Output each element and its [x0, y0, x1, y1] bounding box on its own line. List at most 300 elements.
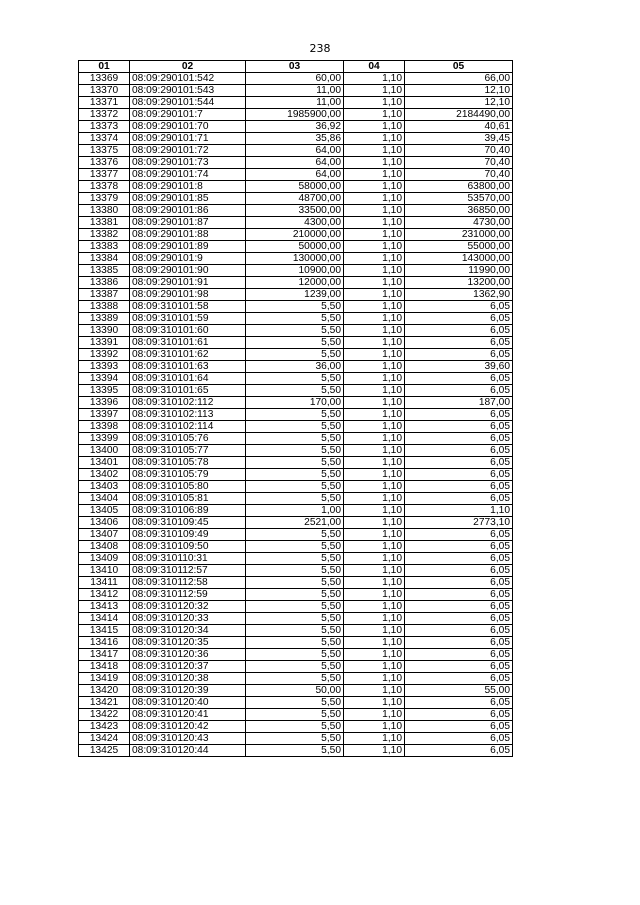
- table-cell: 1,10: [344, 397, 405, 409]
- table-cell: 08:09:310101:60: [130, 325, 246, 337]
- table-row: [79, 637, 513, 649]
- table-cell: 5,50: [246, 313, 344, 325]
- table-cell: 5,50: [246, 673, 344, 685]
- page-number: 238: [309, 42, 331, 55]
- table-cell: 53570,00: [405, 193, 513, 205]
- table-cell: 08:09:310101:64: [130, 373, 246, 385]
- table-cell: 08:09:290101:544: [130, 97, 246, 109]
- table-row: [79, 385, 513, 397]
- table-cell: 70,40: [405, 157, 513, 169]
- table-cell: 13379: [79, 193, 130, 205]
- table-row: [79, 745, 513, 757]
- table-cell: 1362,90: [405, 289, 513, 301]
- table-cell: 13425: [79, 745, 130, 757]
- table-cell: 08:09:290101:85: [130, 193, 246, 205]
- table-row: [79, 517, 513, 529]
- table-cell: 6,05: [405, 565, 513, 577]
- table-cell: 13419: [79, 673, 130, 685]
- table-row: [79, 661, 513, 673]
- table-cell: 5,50: [246, 433, 344, 445]
- table-cell: 6,05: [405, 481, 513, 493]
- table-cell: 1,10: [344, 229, 405, 241]
- table-cell: 1,10: [344, 649, 405, 661]
- table-cell: 5,50: [246, 349, 344, 361]
- table-row: [79, 625, 513, 637]
- table-cell: 13421: [79, 697, 130, 709]
- table-cell: 1,10: [344, 409, 405, 421]
- table-cell: 13389: [79, 313, 130, 325]
- table-cell: 70,40: [405, 169, 513, 181]
- table-cell: 08:09:310106:89: [130, 505, 246, 517]
- table-cell: 1,10: [344, 721, 405, 733]
- table-cell: 1,10: [344, 133, 405, 145]
- table-cell: 60,00: [246, 73, 344, 85]
- table-cell: 13404: [79, 493, 130, 505]
- table-cell: 13376: [79, 157, 130, 169]
- table-row: [79, 601, 513, 613]
- column-header: 04: [344, 61, 405, 73]
- table-cell: 1,10: [344, 85, 405, 97]
- table-cell: 13394: [79, 373, 130, 385]
- table-cell: 13200,00: [405, 277, 513, 289]
- table-row: [79, 301, 513, 313]
- table-row: [79, 433, 513, 445]
- table-cell: 08:09:290101:88: [130, 229, 246, 241]
- table-cell: 08:09:310101:65: [130, 385, 246, 397]
- data-table: [78, 60, 513, 757]
- table-row: [79, 685, 513, 697]
- table-row: [79, 157, 513, 169]
- table-cell: 08:09:310105:80: [130, 481, 246, 493]
- table-cell: 13371: [79, 97, 130, 109]
- table-cell: 5,50: [246, 529, 344, 541]
- table-cell: 5,50: [246, 301, 344, 313]
- table-cell: 08:09:290101:98: [130, 289, 246, 301]
- table-cell: 13369: [79, 73, 130, 85]
- table-cell: 6,05: [405, 529, 513, 541]
- table-row: [79, 469, 513, 481]
- table-cell: 170,00: [246, 397, 344, 409]
- table-cell: 13377: [79, 169, 130, 181]
- table-cell: 6,05: [405, 445, 513, 457]
- table-cell: 5,50: [246, 637, 344, 649]
- table-cell: 55000,00: [405, 241, 513, 253]
- table-cell: 6,05: [405, 373, 513, 385]
- table-cell: 1,00: [246, 505, 344, 517]
- table-cell: 13403: [79, 481, 130, 493]
- table-cell: 13383: [79, 241, 130, 253]
- table-cell: 1,10: [344, 205, 405, 217]
- table-cell: 1,10: [344, 349, 405, 361]
- table-cell: 6,05: [405, 541, 513, 553]
- table-cell: 08:09:310120:33: [130, 613, 246, 625]
- table-cell: 13406: [79, 517, 130, 529]
- table-cell: 66,00: [405, 73, 513, 85]
- table-cell: 6,05: [405, 457, 513, 469]
- table-cell: 13397: [79, 409, 130, 421]
- table-cell: 64,00: [246, 157, 344, 169]
- table-cell: 2521,00: [246, 517, 344, 529]
- table-cell: 08:09:310102:113: [130, 409, 246, 421]
- table-cell: 13401: [79, 457, 130, 469]
- table-row: [79, 529, 513, 541]
- table-row: [79, 109, 513, 121]
- table-cell: 210000,00: [246, 229, 344, 241]
- table-row: [79, 181, 513, 193]
- table-row: [79, 349, 513, 361]
- table-cell: 13384: [79, 253, 130, 265]
- table-cell: 08:09:290101:74: [130, 169, 246, 181]
- table-cell: 5,50: [246, 565, 344, 577]
- table-cell: 13373: [79, 121, 130, 133]
- table-cell: 13378: [79, 181, 130, 193]
- table-cell: 1,10: [344, 553, 405, 565]
- table-cell: 1,10: [344, 505, 405, 517]
- table-row: [79, 541, 513, 553]
- table-cell: 5,50: [246, 373, 344, 385]
- table-cell: 1,10: [344, 517, 405, 529]
- table-cell: 6,05: [405, 325, 513, 337]
- table-cell: 5,50: [246, 457, 344, 469]
- table-cell: 08:09:310112:58: [130, 577, 246, 589]
- table-cell: 5,50: [246, 613, 344, 625]
- table-cell: 1,10: [344, 241, 405, 253]
- table-cell: 5,50: [246, 409, 344, 421]
- table-row: [79, 697, 513, 709]
- table-cell: 08:09:310105:76: [130, 433, 246, 445]
- table-cell: 39,45: [405, 133, 513, 145]
- table-row: [79, 265, 513, 277]
- table-cell: 13388: [79, 301, 130, 313]
- table-cell: 1,10: [344, 109, 405, 121]
- table-cell: 13398: [79, 421, 130, 433]
- table-cell: 13386: [79, 277, 130, 289]
- table-cell: 08:09:310120:32: [130, 601, 246, 613]
- table-row: [79, 649, 513, 661]
- table-cell: 08:09:310101:62: [130, 349, 246, 361]
- table-cell: 08:09:310120:35: [130, 637, 246, 649]
- table-cell: 08:09:310120:34: [130, 625, 246, 637]
- table-cell: 5,50: [246, 649, 344, 661]
- table-cell: 1,10: [344, 265, 405, 277]
- table-cell: 13411: [79, 577, 130, 589]
- table-cell: 1,10: [344, 433, 405, 445]
- table-cell: 5,50: [246, 721, 344, 733]
- table-cell: 33500,00: [246, 205, 344, 217]
- table-cell: 13395: [79, 385, 130, 397]
- table-cell: 13387: [79, 289, 130, 301]
- table-row: [79, 73, 513, 85]
- table-cell: 6,05: [405, 409, 513, 421]
- table-cell: 6,05: [405, 673, 513, 685]
- table-row: [79, 673, 513, 685]
- table-cell: 1,10: [344, 181, 405, 193]
- table-row: [79, 193, 513, 205]
- table-cell: 13374: [79, 133, 130, 145]
- table-cell: 4730,00: [405, 217, 513, 229]
- table-cell: 08:09:290101:542: [130, 73, 246, 85]
- table-cell: 58000,00: [246, 181, 344, 193]
- table-row: [79, 721, 513, 733]
- table-cell: 08:09:290101:72: [130, 145, 246, 157]
- table-cell: 13418: [79, 661, 130, 673]
- table-cell: 1239,00: [246, 289, 344, 301]
- table-cell: 5,50: [246, 697, 344, 709]
- table-cell: 08:09:290101:8: [130, 181, 246, 193]
- table-cell: 08:09:310109:50: [130, 541, 246, 553]
- table-cell: 40,61: [405, 121, 513, 133]
- table-cell: 13390: [79, 325, 130, 337]
- table-cell: 08:09:310120:42: [130, 721, 246, 733]
- table-cell: 5,50: [246, 385, 344, 397]
- table-cell: 1,10: [344, 445, 405, 457]
- table-cell: 130000,00: [246, 253, 344, 265]
- table-row: [79, 481, 513, 493]
- table-row: [79, 733, 513, 745]
- table-cell: 187,00: [405, 397, 513, 409]
- table-cell: 6,05: [405, 601, 513, 613]
- table-cell: 1,10: [344, 541, 405, 553]
- table-row: [79, 277, 513, 289]
- table-cell: 1,10: [344, 589, 405, 601]
- table-cell: 6,05: [405, 349, 513, 361]
- table-row: [79, 229, 513, 241]
- table-cell: 13413: [79, 601, 130, 613]
- table-cell: 1,10: [344, 169, 405, 181]
- table-cell: 70,40: [405, 145, 513, 157]
- table-cell: 13423: [79, 721, 130, 733]
- table-cell: 1,10: [344, 145, 405, 157]
- table-cell: 13407: [79, 529, 130, 541]
- table-cell: 13381: [79, 217, 130, 229]
- table-cell: 1,10: [344, 613, 405, 625]
- table-cell: 5,50: [246, 745, 344, 757]
- table-cell: 08:09:290101:86: [130, 205, 246, 217]
- table-cell: 08:09:310105:79: [130, 469, 246, 481]
- table-cell: 5,50: [246, 709, 344, 721]
- table-cell: 08:09:310120:39: [130, 685, 246, 697]
- table-cell: 08:09:310120:37: [130, 661, 246, 673]
- table-cell: 6,05: [405, 337, 513, 349]
- table-cell: 6,05: [405, 733, 513, 745]
- table-row: [79, 613, 513, 625]
- table-cell: 13380: [79, 205, 130, 217]
- table-cell: 1,10: [344, 289, 405, 301]
- table-cell: 12,10: [405, 97, 513, 109]
- table-cell: 08:09:310105:77: [130, 445, 246, 457]
- table-cell: 50,00: [246, 685, 344, 697]
- table-cell: 6,05: [405, 649, 513, 661]
- table-cell: 1,10: [344, 481, 405, 493]
- table-cell: 1,10: [344, 217, 405, 229]
- table-cell: 08:09:310101:63: [130, 361, 246, 373]
- table-cell: 6,05: [405, 469, 513, 481]
- table-cell: 1,10: [344, 745, 405, 757]
- table-cell: 13370: [79, 85, 130, 97]
- table-cell: 13385: [79, 265, 130, 277]
- table-row: [79, 313, 513, 325]
- table-cell: 1,10: [344, 457, 405, 469]
- table-cell: 1,10: [344, 601, 405, 613]
- table-cell: 1,10: [344, 529, 405, 541]
- table-cell: 08:09:310112:57: [130, 565, 246, 577]
- table-cell: 08:09:290101:70: [130, 121, 246, 133]
- table-cell: 48700,00: [246, 193, 344, 205]
- table-cell: 1,10: [344, 733, 405, 745]
- table-cell: 1,10: [344, 577, 405, 589]
- table-cell: 08:09:310102:112: [130, 397, 246, 409]
- table-cell: 1,10: [344, 637, 405, 649]
- table-cell: 143000,00: [405, 253, 513, 265]
- table-cell: 1,10: [344, 625, 405, 637]
- table-cell: 13391: [79, 337, 130, 349]
- table-cell: 2773,10: [405, 517, 513, 529]
- table-cell: 13382: [79, 229, 130, 241]
- table-cell: 08:09:290101:543: [130, 85, 246, 97]
- table-row: [79, 421, 513, 433]
- table-cell: 1,10: [344, 277, 405, 289]
- table-row: [79, 253, 513, 265]
- table-cell: 13402: [79, 469, 130, 481]
- header-row: [79, 61, 513, 73]
- table-row: [79, 205, 513, 217]
- table-cell: 11990,00: [405, 265, 513, 277]
- table-cell: 13392: [79, 349, 130, 361]
- table-cell: 1,10: [344, 121, 405, 133]
- table-row: [79, 97, 513, 109]
- table-cell: 13414: [79, 613, 130, 625]
- table-cell: 08:09:290101:9: [130, 253, 246, 265]
- table-cell: 6,05: [405, 313, 513, 325]
- table-row: [79, 241, 513, 253]
- table-cell: 1,10: [344, 673, 405, 685]
- table-cell: 5,50: [246, 625, 344, 637]
- table-cell: 5,50: [246, 337, 344, 349]
- table-row: [79, 373, 513, 385]
- table-cell: 6,05: [405, 385, 513, 397]
- table-cell: 13410: [79, 565, 130, 577]
- table-row: [79, 577, 513, 589]
- table-cell: 6,05: [405, 709, 513, 721]
- table-cell: 10900,00: [246, 265, 344, 277]
- table-cell: 6,05: [405, 433, 513, 445]
- table-row: [79, 505, 513, 517]
- table-cell: 1,10: [344, 253, 405, 265]
- table-cell: 08:09:310105:78: [130, 457, 246, 469]
- table-cell: 1,10: [344, 301, 405, 313]
- table-row: [79, 445, 513, 457]
- table-cell: 55,00: [405, 685, 513, 697]
- table-cell: 1,10: [344, 337, 405, 349]
- table-cell: 13375: [79, 145, 130, 157]
- table-cell: 1,10: [344, 697, 405, 709]
- table-cell: 13416: [79, 637, 130, 649]
- table-row: [79, 589, 513, 601]
- table-cell: 1,10: [344, 325, 405, 337]
- table-cell: 08:09:310109:45: [130, 517, 246, 529]
- table-cell: 5,50: [246, 733, 344, 745]
- table-cell: 13396: [79, 397, 130, 409]
- table-cell: 08:09:310120:38: [130, 673, 246, 685]
- table-cell: 08:09:290101:89: [130, 241, 246, 253]
- table-cell: 5,50: [246, 469, 344, 481]
- table-row: [79, 85, 513, 97]
- table-cell: 13399: [79, 433, 130, 445]
- table-cell: 08:09:290101:71: [130, 133, 246, 145]
- table-cell: 13422: [79, 709, 130, 721]
- table-cell: 36,00: [246, 361, 344, 373]
- table-cell: 08:09:310109:49: [130, 529, 246, 541]
- table-cell: 2184490,00: [405, 109, 513, 121]
- table-cell: 6,05: [405, 637, 513, 649]
- table-row: [79, 457, 513, 469]
- table-cell: 6,05: [405, 625, 513, 637]
- table-row: [79, 409, 513, 421]
- table-cell: 12000,00: [246, 277, 344, 289]
- table-cell: 5,50: [246, 601, 344, 613]
- table-cell: 50000,00: [246, 241, 344, 253]
- table-cell: 08:09:310112:59: [130, 589, 246, 601]
- table-cell: 6,05: [405, 745, 513, 757]
- table-cell: 13412: [79, 589, 130, 601]
- table-cell: 1,10: [344, 97, 405, 109]
- table-cell: 08:09:310105:81: [130, 493, 246, 505]
- table-cell: 1,10: [344, 661, 405, 673]
- table-cell: 5,50: [246, 577, 344, 589]
- table-body: [79, 73, 513, 757]
- table-row: [79, 133, 513, 145]
- table-cell: 6,05: [405, 301, 513, 313]
- table-cell: 08:09:290101:91: [130, 277, 246, 289]
- table-cell: 5,50: [246, 481, 344, 493]
- table-cell: 11,00: [246, 85, 344, 97]
- table-row: [79, 553, 513, 565]
- table-cell: 1985900,00: [246, 109, 344, 121]
- table-cell: 13372: [79, 109, 130, 121]
- table-cell: 1,10: [344, 157, 405, 169]
- table-cell: 1,10: [344, 385, 405, 397]
- table-cell: 08:09:290101:87: [130, 217, 246, 229]
- table-cell: 1,10: [344, 313, 405, 325]
- table-cell: 08:09:290101:7: [130, 109, 246, 121]
- table-cell: 35,86: [246, 133, 344, 145]
- table-cell: 08:09:310101:59: [130, 313, 246, 325]
- table-cell: 6,05: [405, 697, 513, 709]
- table-row: [79, 145, 513, 157]
- table-cell: 08:09:290101:90: [130, 265, 246, 277]
- table-cell: 12,10: [405, 85, 513, 97]
- table-cell: 08:09:310101:58: [130, 301, 246, 313]
- table-cell: 64,00: [246, 145, 344, 157]
- table-cell: 5,50: [246, 589, 344, 601]
- table-cell: 5,50: [246, 661, 344, 673]
- table-cell: 4300,00: [246, 217, 344, 229]
- table-row: [79, 361, 513, 373]
- column-header: 01: [79, 61, 130, 73]
- table-cell: 6,05: [405, 661, 513, 673]
- table-cell: 1,10: [344, 193, 405, 205]
- table-cell: 13405: [79, 505, 130, 517]
- table-cell: 6,05: [405, 493, 513, 505]
- table-row: [79, 169, 513, 181]
- table-cell: 08:09:310120:41: [130, 709, 246, 721]
- table-cell: 64,00: [246, 169, 344, 181]
- table-cell: 1,10: [344, 361, 405, 373]
- table-cell: 08:09:310101:61: [130, 337, 246, 349]
- table-cell: 13400: [79, 445, 130, 457]
- table-cell: 1,10: [344, 565, 405, 577]
- table-cell: 1,10: [344, 709, 405, 721]
